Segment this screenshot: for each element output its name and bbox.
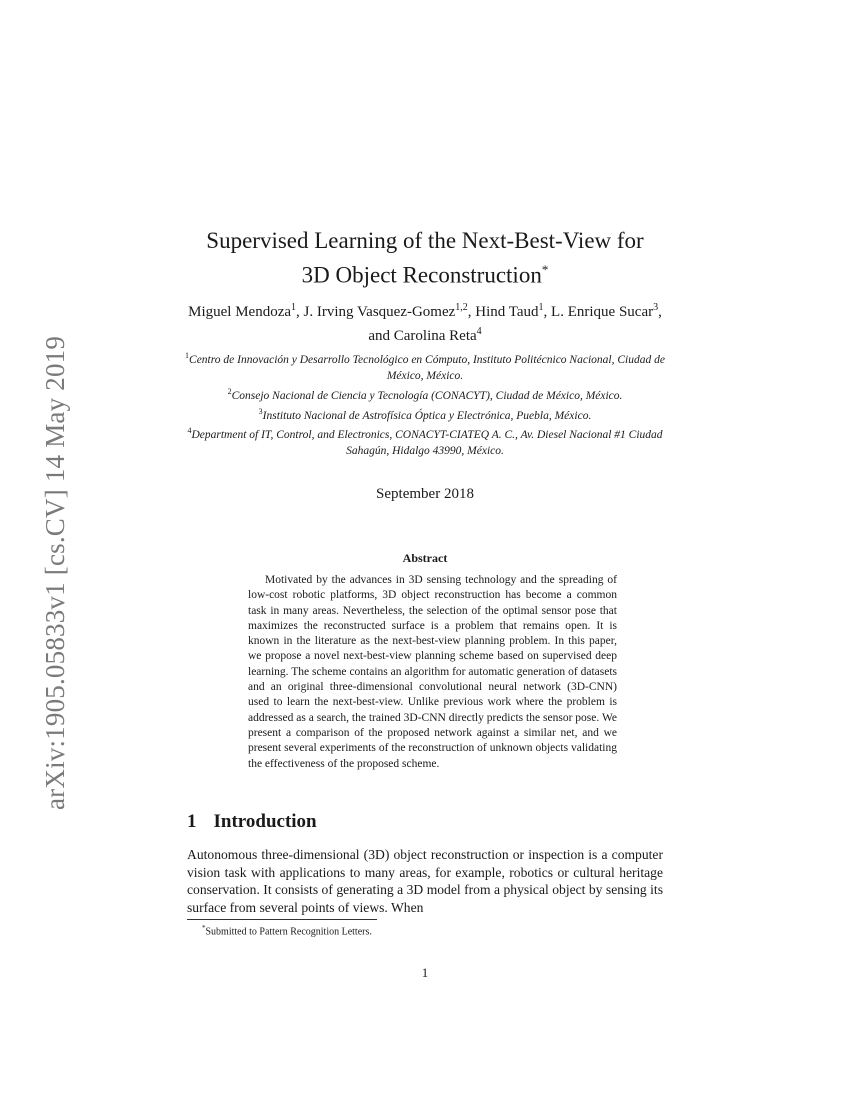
footnote — [202, 924, 372, 937]
author-separator: , — [296, 304, 304, 320]
affiliation-item — [177, 423, 673, 459]
author-name: J. Irving Vasquez-Gomez — [303, 304, 456, 320]
author-affil-mark: 4 — [476, 326, 482, 337]
publication-date: September 2018 — [376, 486, 474, 502]
author-name: Hind Taud — [475, 304, 539, 320]
affiliation-item — [177, 384, 673, 404]
author-separator: , L. — [543, 304, 568, 320]
affiliation-item — [177, 404, 673, 424]
affiliation-text: Instituto Nacional de Astrofísica Óptica y Electrónica, Puebla, México. — [262, 409, 592, 422]
author-name: Miguel Mendoza — [188, 304, 292, 320]
author-affil-mark: 1 — [291, 302, 297, 313]
affiliation-mark: 3 — [258, 406, 263, 416]
paper-title — [187, 226, 663, 290]
footnote-text: Submitted to Pattern Recognition Letters. — [205, 926, 372, 938]
affiliation-mark: 2 — [227, 386, 232, 396]
affiliation-list — [177, 348, 673, 459]
author-separator: , — [467, 304, 476, 320]
arxiv-identifier-stamp: arXiv:1905.05833v1 [cs.CV] 14 May 2019 — [40, 335, 70, 810]
footnote-mark: * — [202, 924, 206, 932]
affiliation-text: Department of IT, Control, and Electronics, CONACYT-CIATEQ A. C., Av. Diesel Nacional #1 Ciudad Sahagún, Hidalgo 43990, México. — [191, 429, 663, 458]
page-number: 1 — [421, 965, 429, 980]
author-name: Carolina Reta — [393, 328, 477, 344]
affiliation-mark: 4 — [187, 426, 192, 436]
introduction-paragraph: Autonomous three-dimensional (3D) object reconstruction or inspection is a computer vision task with applications to many areas, for example, robotics or cultural heritage conservation. It consists of generating a 3D model from a physical object by sensing its surface from several points of views. When — [187, 847, 663, 916]
affiliation-mark: 1 — [185, 351, 190, 360]
affiliation-text: Consejo Nacional de Ciencia y Tecnología (CONACYT), Ciudad de México, México. — [231, 389, 623, 402]
author-name: Enrique Sucar — [567, 304, 654, 320]
section-title: Introduction — [213, 811, 317, 832]
author-affil-mark: 3 — [653, 302, 659, 313]
title-line-1: Supervised Learning of the Next-Best-View for — [206, 228, 644, 253]
author-affil-mark: 1 — [538, 302, 544, 313]
affiliation-item — [177, 348, 673, 384]
author-affil-mark: 1,2 — [455, 302, 468, 313]
section-number: 1 — [187, 811, 197, 832]
section-heading — [187, 811, 317, 833]
author-list — [187, 298, 663, 346]
title-footnote-mark: * — [541, 262, 549, 277]
abstract-text: Motivated by the advances in 3D sensing technology and the spreading of low-cost robotic platforms, 3D object reconstruction has become a common task in many areas. Nevertheless, the selection of the optimal sensor pose that maximizes the reconstructed surface is a problem that remains open. It is known in the literature as the next-best-view planning problem. In this paper, we propose a novel next-best-view planning scheme based on supervised deep learning. The scheme contains an algorithm for automatic generation of datasets and an original three-dimensional convolutional neural network (3D-CNN) used to learn the next-best-view. Unlike previous work where the problem is addressed as a search, the trained 3D-CNN directly predicts the sensor pose. We present a comparison of the proposed network against a similar net, and we present several experiments of the reconstruction of unknown objects validating the effectiveness of the proposed scheme. — [248, 574, 617, 770]
abstract-heading: Abstract — [402, 551, 448, 565]
title-line-2: 3D Object Reconstruction — [301, 262, 542, 288]
affiliation-text: Centro de Innovación y Desarrollo Tecnológico en Cómputo, Instituto Politécnico Nacional, Ciudad de México, México. — [189, 353, 665, 382]
author-separator: , and — [368, 304, 662, 344]
footnote-divider — [187, 919, 377, 920]
